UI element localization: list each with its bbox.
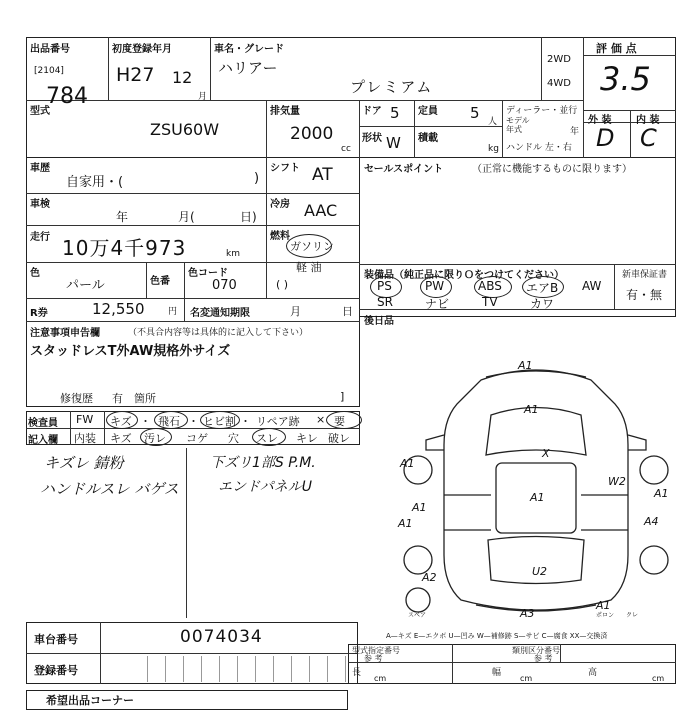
width-unit: cm [520, 674, 533, 683]
month-unit: 月 [198, 92, 208, 102]
diagram-mark-a1-left: A1 [400, 457, 415, 470]
int-tag: 内装 [74, 432, 96, 445]
cc-unit: cc [341, 144, 351, 154]
ext-item-kizu: キズ [110, 415, 132, 428]
equip-tv: TV [482, 295, 498, 309]
diagram-mark-w2-right: W2 [608, 475, 626, 488]
lot-code: [2104] [34, 66, 64, 76]
handnote-left-1: キズレ 錆粉 [44, 454, 124, 472]
history-close: ) [254, 171, 260, 186]
model-value: ZSU60W [150, 120, 220, 139]
equip-pw: PW [425, 279, 445, 293]
equipment-label: 装備品（純正品に限りＯをつけてください） [364, 270, 564, 281]
diagram-mark-a1-roof: A1 [530, 491, 545, 504]
km-unit: km [226, 249, 240, 259]
int-item-kegare: 汚レ [144, 432, 166, 445]
inspection-day: 日) [240, 210, 257, 224]
recycle-unit: 円 [168, 307, 178, 317]
repair-value: 有 [112, 392, 123, 405]
lot-number: 784 [46, 84, 88, 109]
top-section-frame [26, 37, 676, 158]
int-item-ana: 穴 [228, 432, 239, 445]
notes-label: 注意事項申告欄 [30, 328, 100, 339]
warranty-value: 有・無 [626, 288, 663, 302]
repair-label: 修復歴 [60, 392, 93, 405]
load-label: 積載 [418, 133, 438, 144]
equip-aw: AW [582, 279, 602, 293]
doors-label: ドア [362, 106, 382, 117]
sales-label: セールスポイント [364, 164, 444, 175]
year-label: 年式 [506, 125, 522, 134]
warranty-label: 新車保証書 [622, 270, 668, 280]
capacity-value: 5 [470, 104, 480, 122]
shape-label: 形状 [362, 133, 382, 144]
model-year-label: モデル [506, 116, 530, 125]
ac-label: 冷房 [270, 199, 290, 210]
inspection-label: 車検 [30, 199, 50, 210]
spec-number-label: 型式指定番号 [352, 646, 400, 655]
diagram-mark-a2-rear-left: A2 [422, 571, 437, 584]
car-name-label: 車名・グレード [214, 44, 284, 55]
fuel-light-oil: 軽 油 [296, 261, 322, 274]
color-label: 色 [30, 268, 40, 279]
exterior-label: 外 装 [588, 115, 612, 126]
reg-month: 12 [172, 68, 193, 87]
diagram-mark-a1-left-rear: A1 [412, 501, 427, 514]
recycle-value: 12,550 [92, 300, 145, 318]
equip-abs: ABS [478, 279, 502, 293]
score-value: 3.5 [600, 60, 651, 98]
vin-label: 車台番号 [34, 633, 78, 646]
capacity-label: 定員 [418, 106, 438, 117]
title-deadline-label: 名変通知期限 [190, 308, 250, 319]
vin-value: 0074034 [180, 627, 263, 647]
capacity-unit: 人 [488, 117, 498, 127]
record-label: 記入欄 [28, 435, 58, 446]
ext-sep-1: ・ [140, 415, 151, 428]
sales-note: （正常に機能するものに限ります） [472, 164, 632, 175]
int-item-kire: キレ [296, 432, 318, 445]
fuel-label: 燃料 [270, 231, 290, 242]
ext-item-tobiishi: 飛石 [158, 415, 180, 428]
title-deadline-day: 日 [342, 305, 353, 318]
diagram-mark-a4-right: A4 [644, 515, 659, 528]
fuel-gasoline: ガソリン [290, 240, 334, 253]
color-value: パール [66, 278, 105, 293]
diagram-mark-a1-rear-right: A1 [596, 599, 611, 612]
drive-4wd: 4WD [547, 78, 571, 89]
height-label: 高 [588, 668, 598, 678]
equip-navi: ナビ [425, 297, 450, 311]
ext-item-yo: 要 [334, 415, 345, 428]
color-code-label: 色コード [188, 268, 228, 279]
equip-sr: SR [377, 295, 393, 309]
diagram-mark-a1-left-door: A1 [398, 517, 413, 530]
width-label: 幅 [492, 668, 502, 678]
kg-unit: kg [488, 144, 499, 154]
car-name: ハリアー [218, 59, 278, 77]
equip-leather: カワ [530, 297, 555, 311]
divider-vertical [186, 448, 187, 618]
length-unit: cm [374, 674, 387, 683]
plate-grid [130, 656, 350, 682]
grade: プレミアム [350, 78, 434, 96]
damage-legend: A—キズ E—エクボ U—凹み W—補修跡 S—サビ C—腐食 XX—交換済 [386, 632, 608, 640]
interior-label: 内 装 [636, 115, 660, 126]
mileage-value: 10万4千973 [62, 236, 187, 260]
ext-item-hibiware: ヒビ割 [203, 415, 236, 428]
exterior-grade: D [596, 124, 615, 152]
doors-value: 5 [390, 104, 400, 122]
lot-label: 出品番号 [30, 44, 70, 55]
inspection-year: 年 [116, 210, 129, 224]
shift-label: シフト [270, 163, 300, 174]
displacement-label: 排気量 [270, 106, 300, 117]
model-label: 型式 [30, 106, 50, 117]
bottom-corner-label: 希望出品コーナー [46, 694, 134, 707]
inspector-label: 検査員 [28, 418, 58, 429]
color-no-label: 色番 [150, 276, 170, 287]
fuel-paren: ( ) [276, 278, 289, 291]
shape-value: W [386, 134, 401, 152]
year-unit: 年 [570, 127, 580, 137]
equip-ps: PS [377, 279, 392, 293]
history-value: 自家用・( [66, 175, 124, 190]
handle-label: ハンドル 左・右 [506, 143, 572, 153]
class-number-label: 類別区分番号 [512, 646, 560, 655]
diagram-mark-a1-hood: A1 [524, 403, 539, 416]
diagram-small-1: ポロン [596, 612, 615, 619]
recycle-label: R券 [30, 308, 48, 319]
diagram-mark-x-windshield: X [542, 447, 550, 460]
spec-number-sub: 参 考 [364, 654, 383, 663]
repair-close: ] [340, 390, 345, 403]
rear-label: 後日品 [364, 316, 394, 327]
drive-2wd: 2WD [547, 54, 571, 65]
diagram-mark-a1-front: A1 [518, 359, 533, 372]
height-unit: cm [652, 674, 665, 683]
interior-grade: C [640, 124, 657, 152]
notes-text: スタッドレスT外AW規格外サイズ [30, 344, 231, 359]
equip-airbag: エアB [526, 281, 559, 295]
title-deadline-month: 月 [290, 305, 301, 318]
ext-sep-4: × [316, 413, 326, 426]
handnote-right-2: エンドパネルU [218, 479, 312, 495]
handnote-right-1: 下ズリ1部S P.M. [210, 455, 316, 471]
score-label: 評 価 点 [596, 42, 637, 55]
mileage-label: 走行 [30, 232, 50, 243]
ext-item-repair: リペア跡 [256, 415, 300, 428]
car-damage-diagram [396, 355, 676, 620]
diagram-mark-a1-right: A1 [654, 487, 669, 500]
int-item-kizu: キズ [110, 432, 132, 445]
int-item-yabure: 破レ [328, 432, 350, 445]
int-item-sure: スレ [256, 432, 278, 445]
diagram-mark-u2-rear: U2 [532, 565, 548, 578]
length-label: 長 [352, 668, 362, 678]
ext-sep-2: ・ [188, 415, 199, 428]
displacement-value: 2000 [290, 124, 334, 144]
history-label: 車歴 [30, 163, 50, 174]
diagram-spare-label: スペア [408, 612, 427, 619]
int-item-koge: コゲ [186, 432, 208, 445]
color-code: 070 [212, 278, 237, 293]
diagram-small-2: クレ [626, 612, 639, 619]
class-number-sub: 参 考 [534, 654, 553, 663]
ext-sep-3: ・ [240, 415, 251, 428]
ext-tag: FW [76, 413, 94, 426]
diagram-mark-a3-rear: A3 [520, 607, 535, 620]
dealer-label: ディーラー・並行 [506, 106, 578, 116]
plate-label: 登録番号 [34, 664, 78, 677]
first-reg-label: 初度登録年月 [112, 44, 172, 55]
ac-value: AAC [304, 201, 338, 220]
shift-value: AT [312, 165, 333, 185]
notes-sub: （不具合内容等は具体的に記入して下さい） [128, 328, 309, 338]
repair-place: 箇所 [134, 392, 156, 405]
era-year: H27 [116, 64, 155, 86]
handnote-left-2: ハンドルスレ バゲス [40, 480, 179, 498]
inspection-month: 月( [178, 210, 195, 224]
